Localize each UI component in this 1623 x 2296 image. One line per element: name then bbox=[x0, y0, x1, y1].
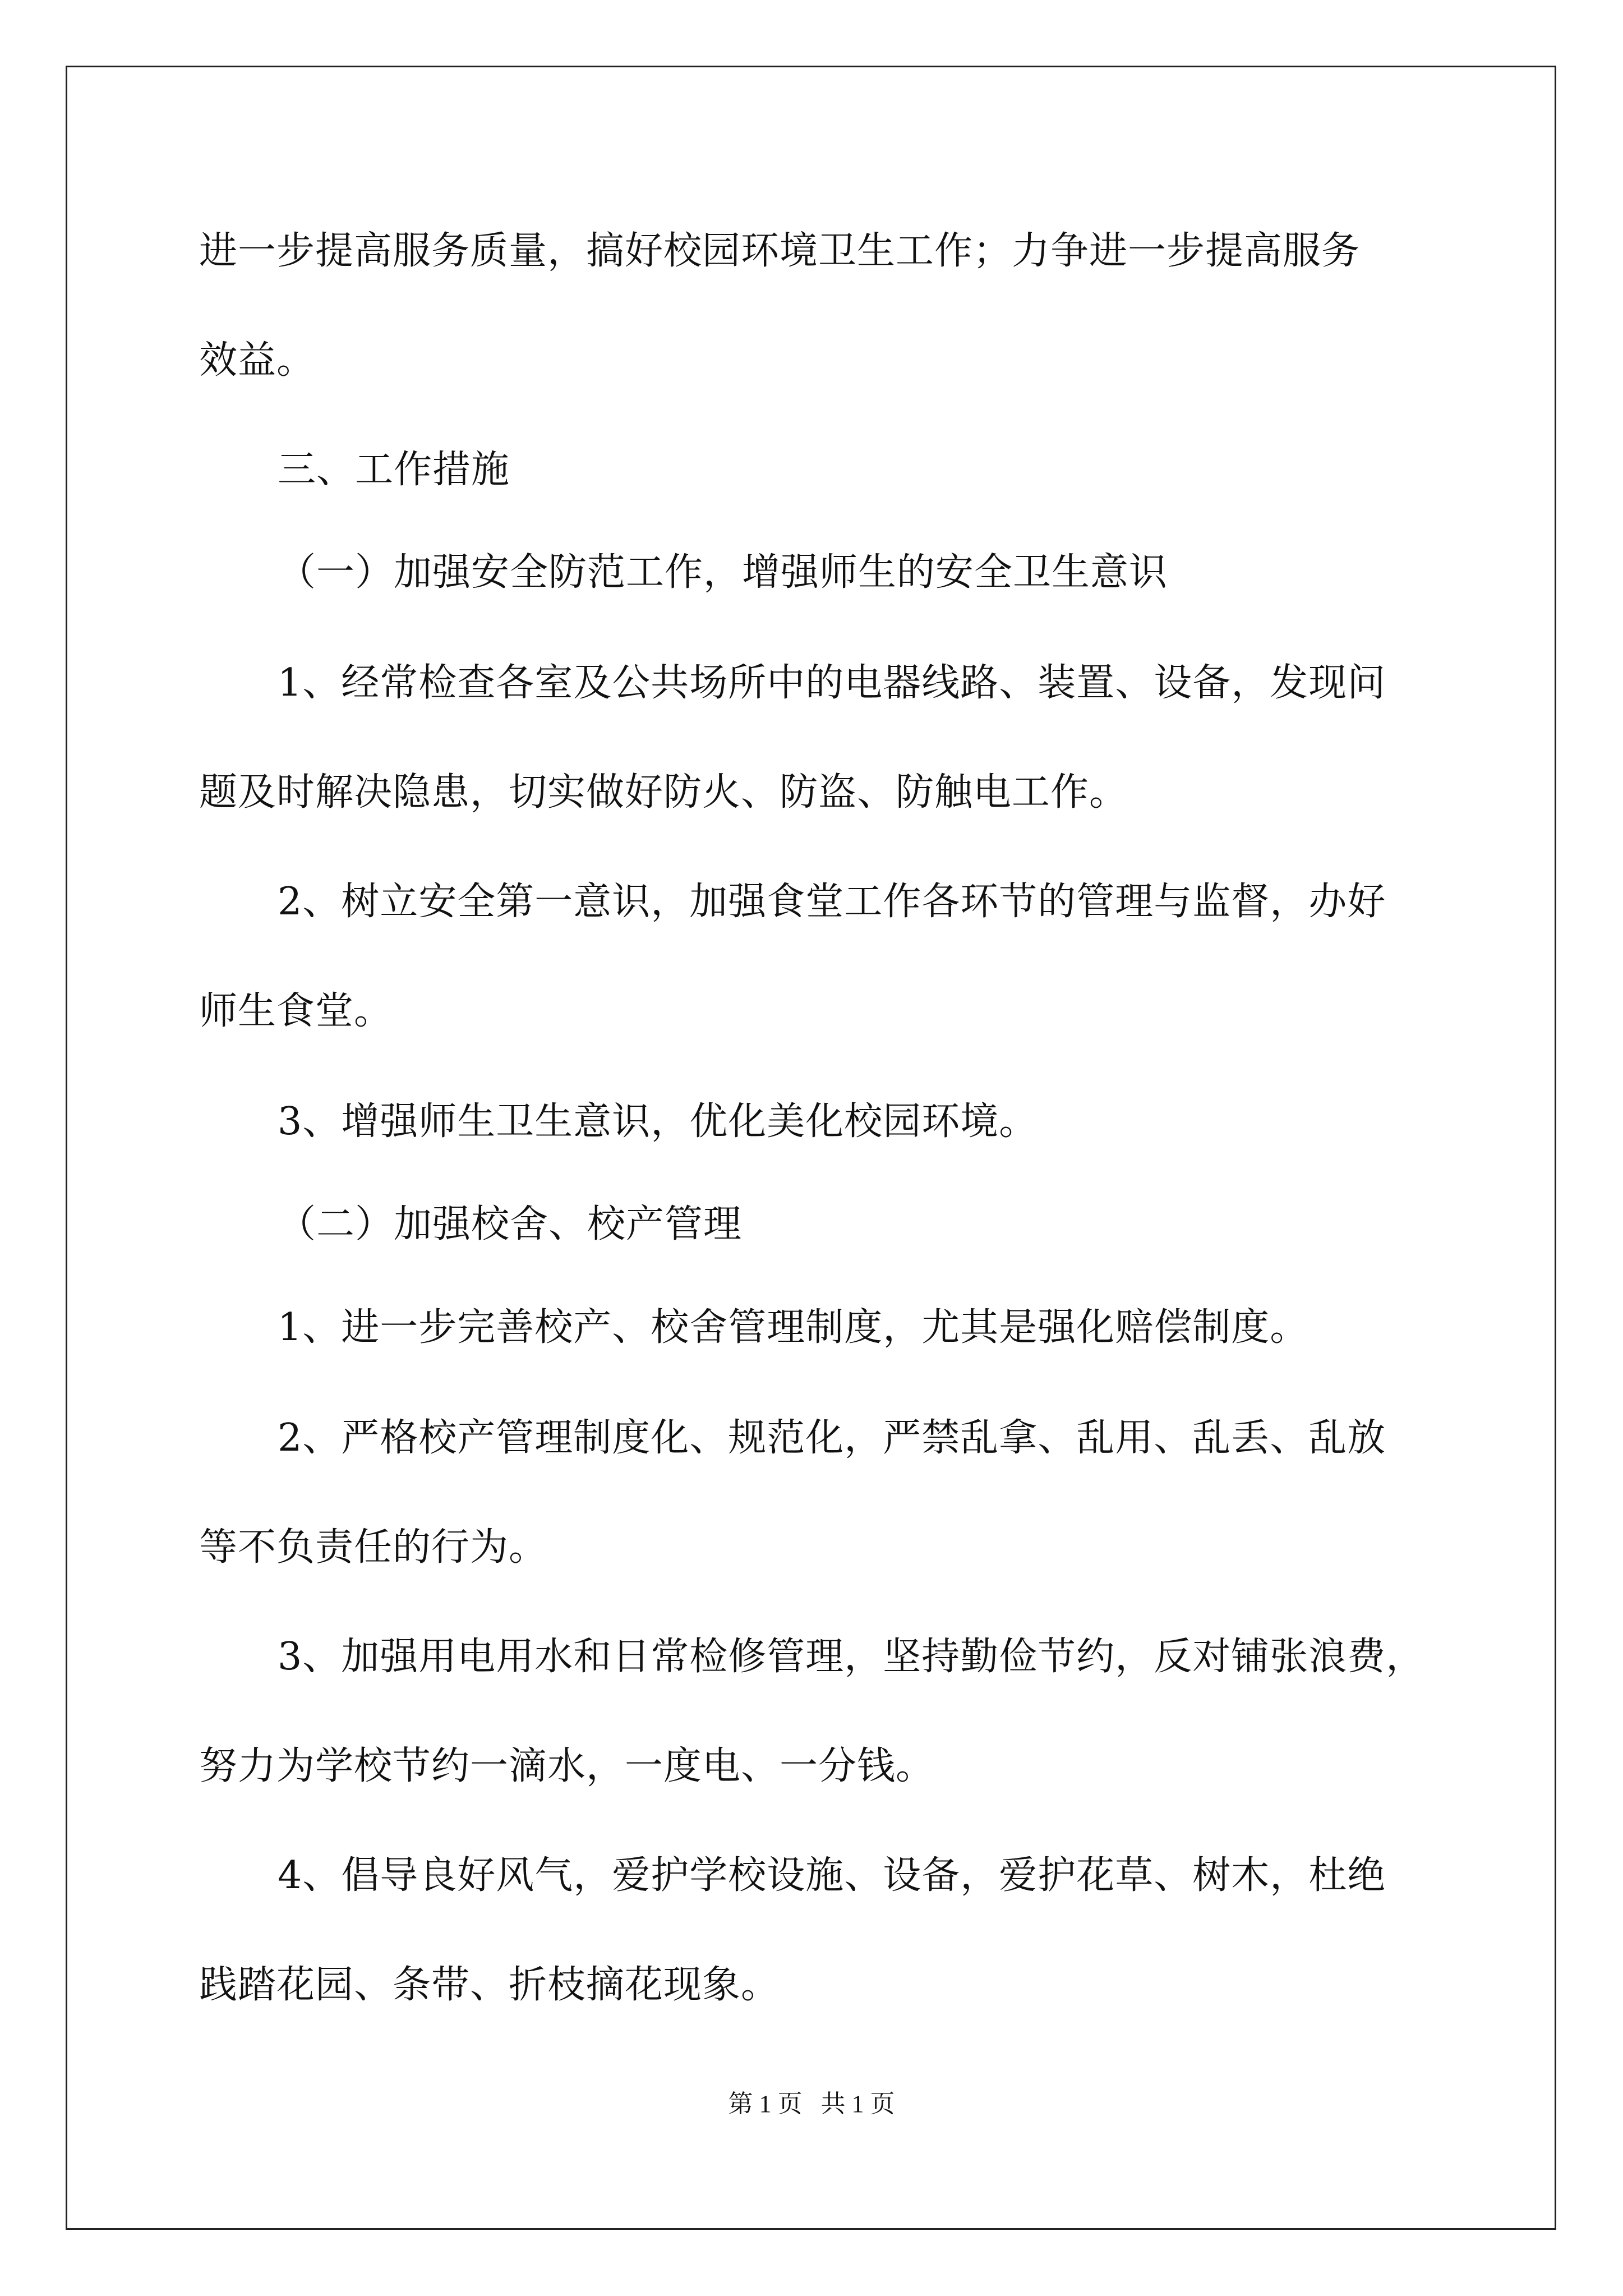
paragraph-line: 进一步提高服务质量，搞好校园环境卫生工作；力争进一步提高服务 bbox=[199, 229, 1361, 273]
subsection-heading: （一）加强安全防范工作，增强师生的安全卫生意识 bbox=[278, 550, 1168, 595]
paragraph-line: 师生食堂。 bbox=[199, 989, 393, 1033]
page-number-footer: 第 1 页 共 1 页 bbox=[728, 2090, 895, 2118]
section-heading: 三、工作措施 bbox=[278, 448, 510, 492]
paragraph-line: 努力为学校节约一滴水，一度电、一分钱。 bbox=[199, 1744, 935, 1788]
list-item: 1、经常检查各室及公共场所中的电器线路、装置、设备，发现问 bbox=[278, 661, 1386, 705]
list-item: 1、进一步完善校产、校舍管理制度，尤其是强化赔偿制度。 bbox=[278, 1305, 1309, 1350]
list-item: 3、加强用电用水和日常检修管理，坚持勤俭节约，反对铺张浪费， bbox=[278, 1635, 1425, 1679]
list-item: 4、倡导良好风气，爱护学校设施、设备，爱护花草、树木，杜绝 bbox=[278, 1853, 1386, 1898]
page-border bbox=[66, 66, 1556, 2230]
paragraph-line: 等不负责任的行为。 bbox=[199, 1525, 548, 1570]
list-item: 2、树立安全第一意识，加强食堂工作各环节的管理与监督，办好 bbox=[278, 880, 1386, 924]
paragraph-line: 题及时解决隐患，切实做好防火、防盗、防触电工作。 bbox=[199, 770, 1128, 815]
paragraph-line: 践踏花园、条带、折枝摘花现象。 bbox=[199, 1963, 780, 2007]
subsection-heading: （二）加强校舍、校产管理 bbox=[278, 1202, 743, 1246]
paragraph-line: 效益。 bbox=[199, 338, 316, 383]
list-item: 3、增强师生卫生意识，优化美化校园环境。 bbox=[278, 1099, 1038, 1144]
list-item: 2、严格校产管理制度化、规范化，严禁乱拿、乱用、乱丢、乱放 bbox=[278, 1416, 1386, 1460]
